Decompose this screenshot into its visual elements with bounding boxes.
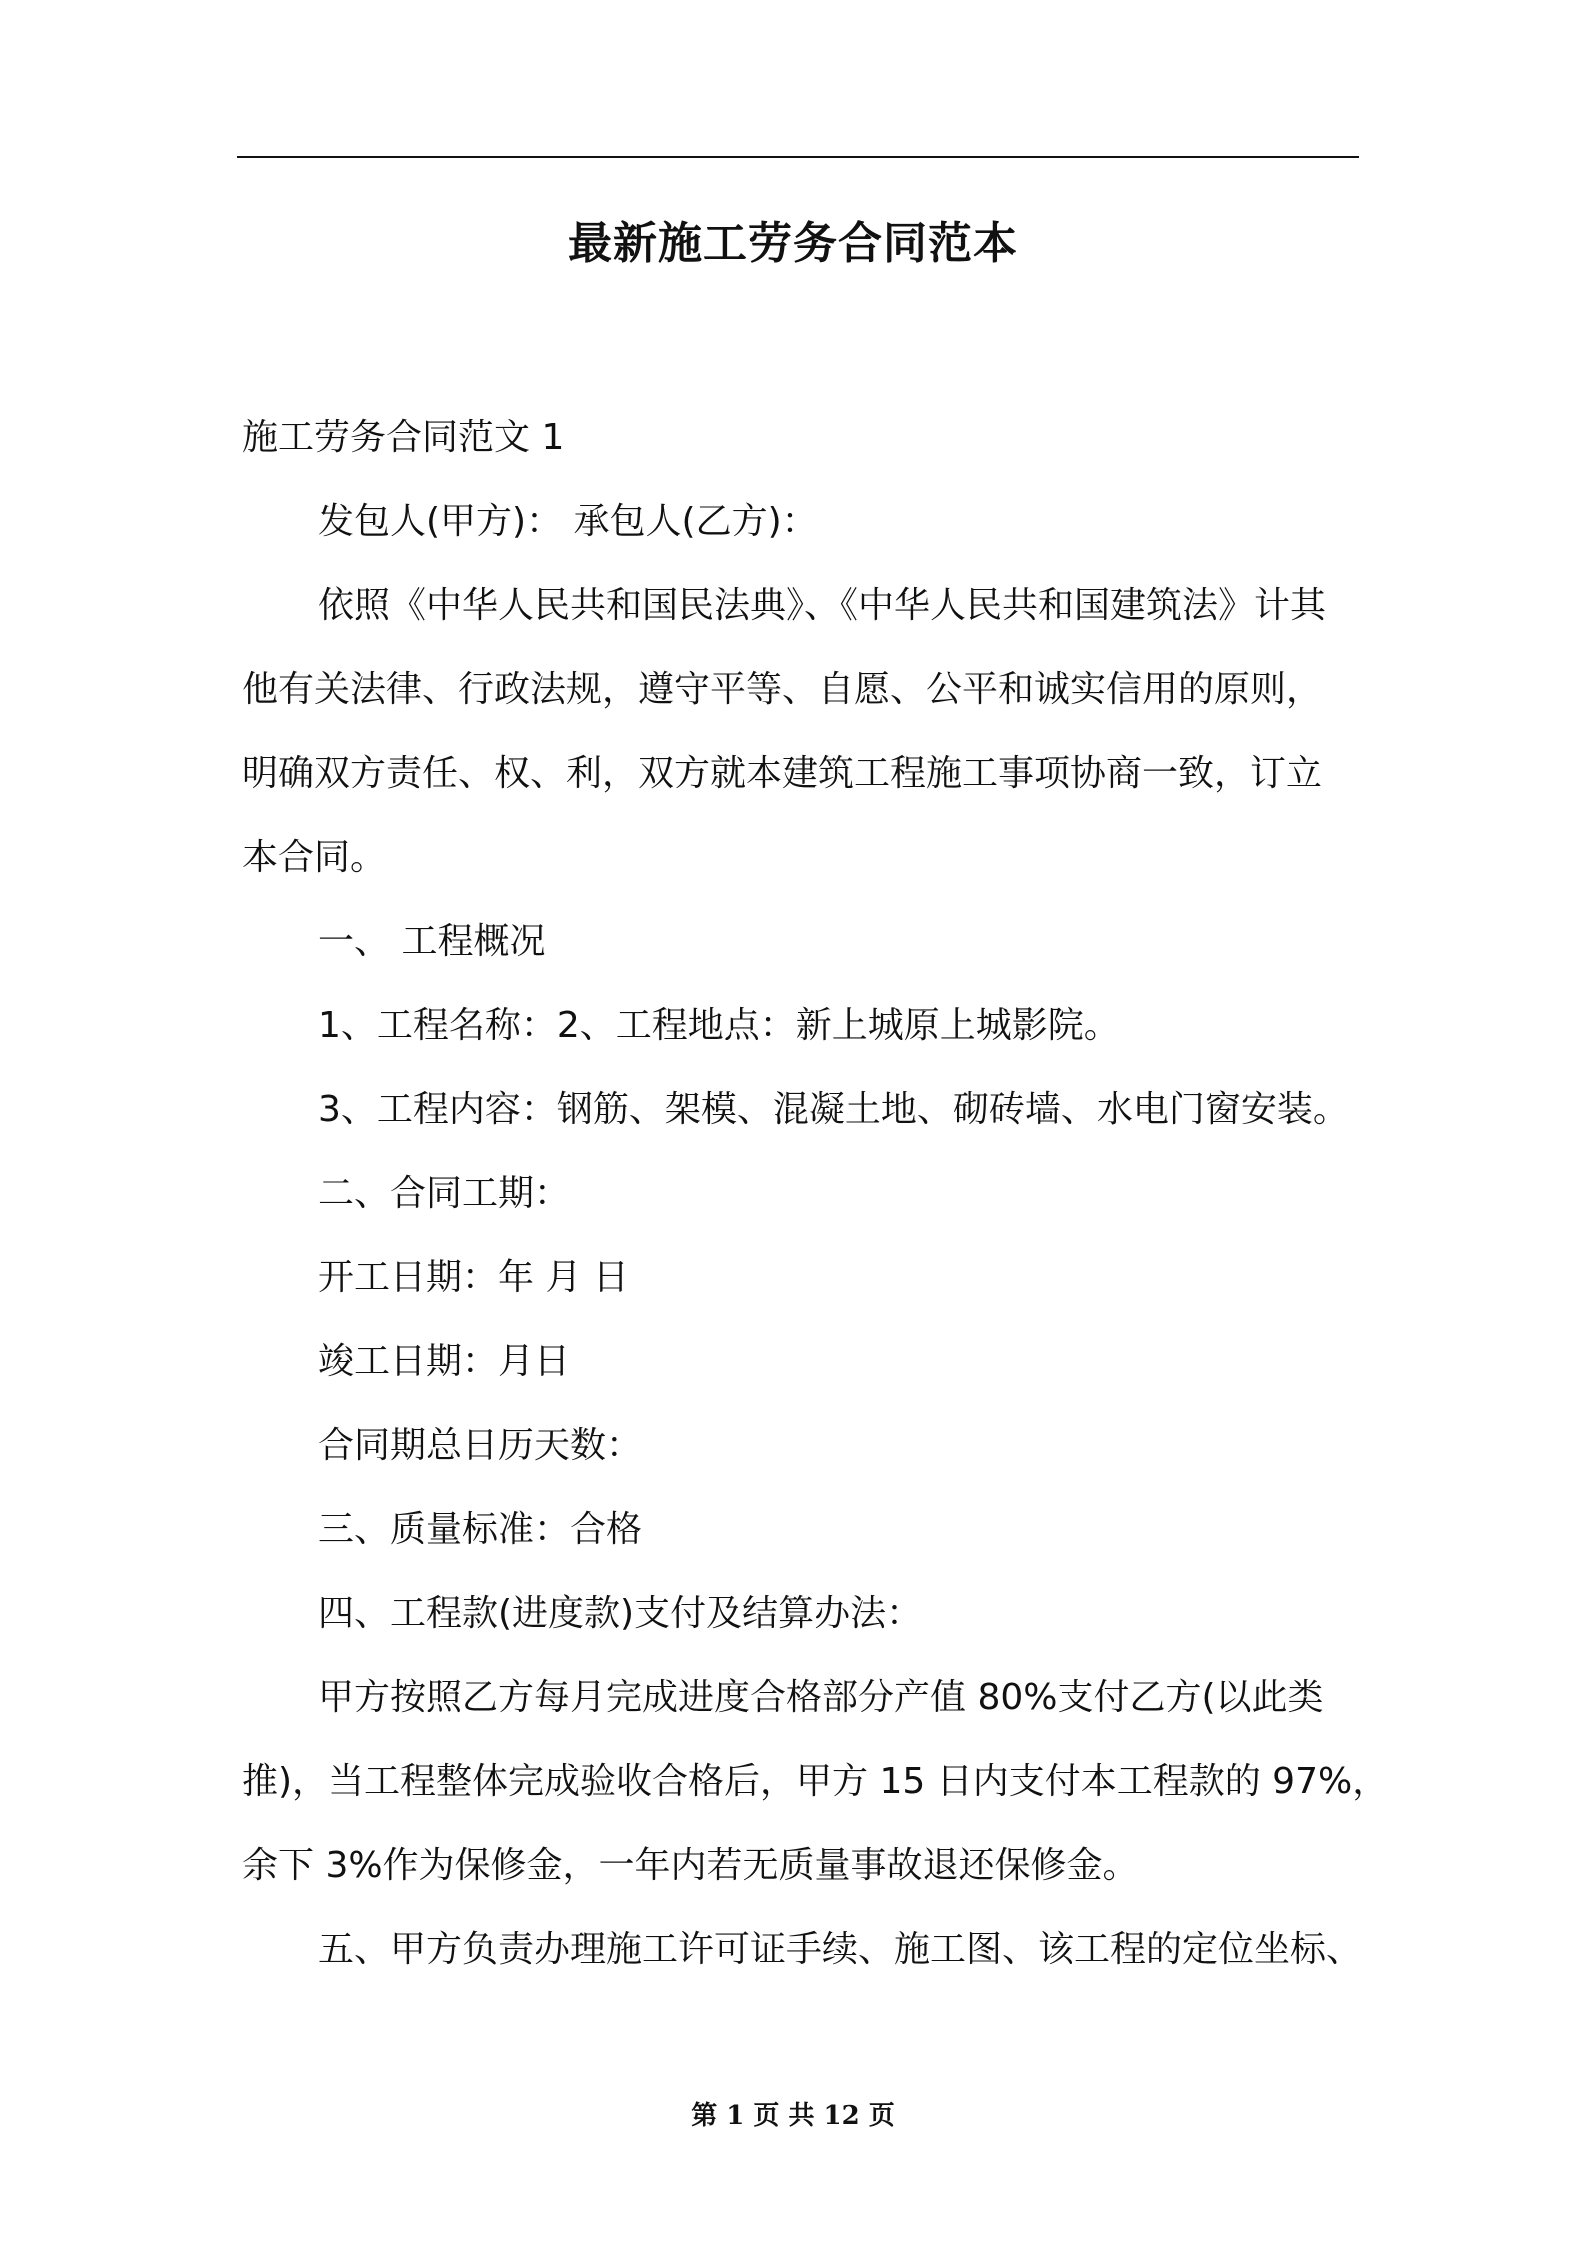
paragraph-line: 甲方按照乙方每月完成进度合格部分产值 80%支付乙方(以此类	[318, 1677, 1324, 1718]
paragraph-line: 依照《中华人民共和国民法典》、《中华人民共和国建筑法》计其	[318, 585, 1327, 626]
parties-line: 发包人(甲方)： 承包人(乙方)：	[318, 501, 818, 542]
paragraph-line: 余下 3%作为保修金，一年内若无质量事故退还保修金。	[242, 1845, 1139, 1886]
clause-heading: 四、工程款(进度款)支付及结算办法：	[318, 1593, 923, 1634]
clause-heading: 三、质量标准：合格	[318, 1509, 643, 1550]
page-number: 第 1 页 共 12 页	[691, 2101, 895, 2131]
clause-heading: 五、甲方负责办理施工许可证手续、施工图、该工程的定位坐标、	[318, 1929, 1363, 1970]
header-rule	[237, 156, 1359, 158]
paragraph-line: 1、工程名称：2、工程地点：新上城原上城影院。	[318, 1005, 1120, 1046]
clause-heading: 一、 工程概况	[318, 921, 546, 962]
paragraph-line: 合同期总日历天数：	[318, 1425, 643, 1466]
paragraph-line: 3、工程内容：钢筋、架模、混凝土地、砌砖墙、水电门窗安装。	[318, 1089, 1349, 1130]
document-title: 最新施工劳务合同范本	[568, 218, 1018, 269]
clause-heading: 二、合同工期：	[318, 1173, 571, 1214]
paragraph-line: 竣工日期：月日	[318, 1341, 571, 1382]
paragraph-line: 明确双方责任、权、利，双方就本建筑工程施工事项协商一致，订立	[242, 753, 1323, 794]
paragraph-line: 开工日期：年 月 日	[318, 1257, 629, 1298]
paragraph-line: 推)，当工程整体完成验收合格后，甲方 15 日内支付本工程款的 97%，	[242, 1761, 1389, 1802]
section-heading: 施工劳务合同范文 1	[242, 417, 565, 458]
paragraph-line: 本合同。	[242, 837, 387, 878]
paragraph-line: 他有关法律、行政法规，遵守平等、自愿、公平和诚实信用的原则，	[242, 669, 1323, 710]
